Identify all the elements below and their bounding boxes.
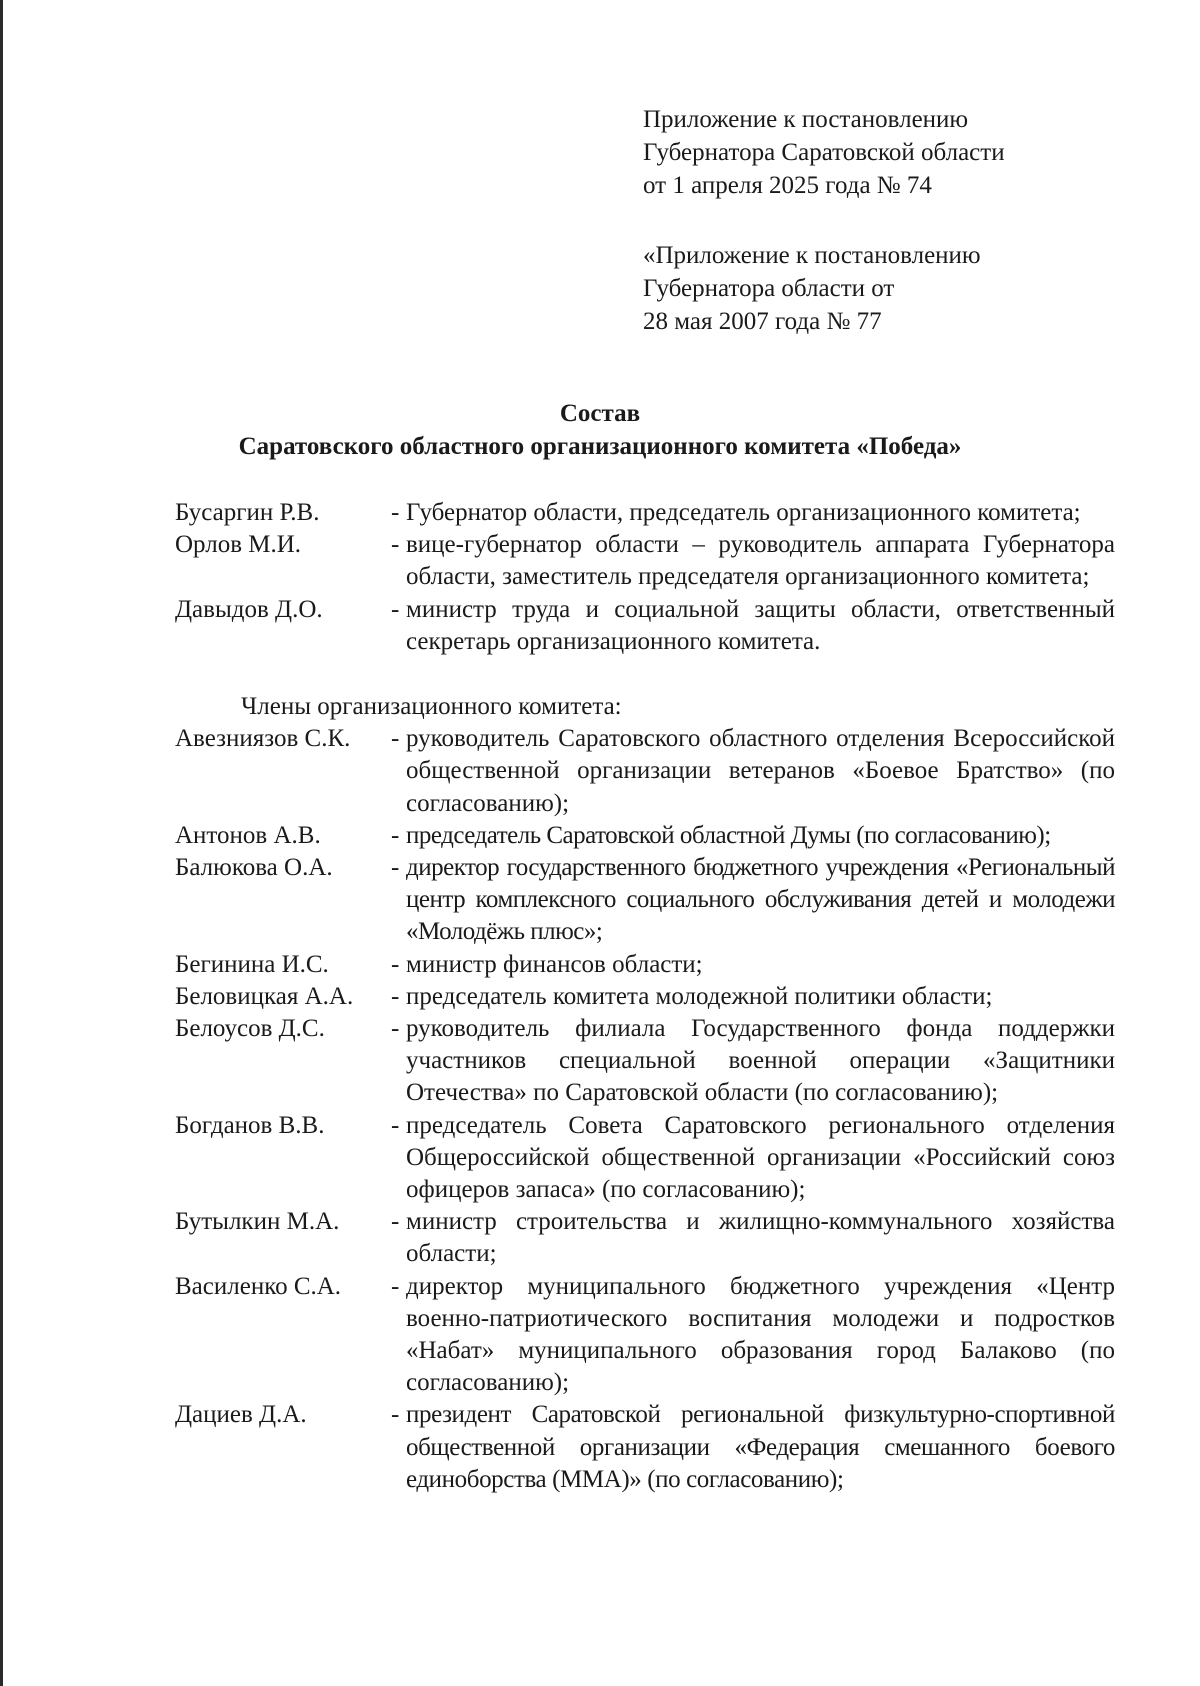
dash: -: [391, 1015, 400, 1043]
header-line: Губернатора области от: [643, 275, 895, 302]
members-heading: Члены организационного комитета:: [241, 693, 622, 721]
member-role: председатель комитета молодежной политики области;: [406, 982, 993, 1010]
member-role: руководитель филиала Государственного фонда поддержки участников специальной военной операции «Защитники Отечества» по Саратовской области (по согласованию);: [406, 1015, 1115, 1107]
member-name: Балюкова О.А.: [175, 854, 333, 882]
member-row: [175, 820, 1115, 852]
member-role: директор муниципального бюджетного учреждения «Центр военно-патриотического воспитания молодежи и подростков «Набат» муниципального образования город Балаково (по согласованию);: [406, 1272, 1115, 1397]
member-name: Бегинина И.С.: [175, 950, 329, 978]
member-row: [175, 981, 1115, 1013]
member-name: Дациев Д.А.: [175, 1401, 307, 1429]
member-name: Антонов А.В.: [175, 821, 321, 849]
member-role: председатель Саратовской областной Думы (по согласованию);: [406, 821, 1051, 849]
header-line: «Приложение к постановлению: [643, 242, 981, 269]
member-role: президент Саратовской региональной физкультурно-спортивной общественной организации «Федерация смешанного боевого единоборства (ММА)» (по согласованию);: [406, 1401, 1115, 1493]
member-name: Авезниязов С.К.: [175, 725, 351, 753]
header-line: Приложение к постановлению: [643, 106, 969, 133]
approval-header: [643, 103, 1005, 338]
member-row: [175, 1013, 1115, 1110]
member-name: Богданов В.В.: [175, 1111, 325, 1139]
member-role: председатель Совета Саратовского регионального отделения Общероссийской общественной организации «Российский союз офицеров запаса» (по согласованию);: [406, 1111, 1115, 1204]
dash: -: [391, 982, 400, 1010]
dash: -: [391, 1111, 400, 1139]
committee-list: [175, 497, 1115, 1496]
dash: -: [391, 854, 400, 882]
title-line-2: Саратовского областного организационного комитета «Победа»: [238, 433, 962, 460]
dash: -: [391, 725, 400, 753]
member-role: министр строительства и жилищно-коммунального хозяйства области;: [406, 1208, 1115, 1268]
member-row: [175, 1110, 1115, 1207]
scan-edge: [0, 0, 3, 1686]
member-name: Орлов М.И.: [175, 531, 302, 559]
member-role: руководитель Саратовского областного отделения Всероссийской общественной организации ветеранов «Боевое Братство» (по согласованию);: [406, 725, 1115, 817]
dash: -: [391, 531, 400, 559]
dash: -: [391, 499, 400, 526]
title-line-1: Состав: [559, 400, 641, 427]
member-role: министр труда и социальной защиты области, ответственный секретарь организационного комитета.: [406, 595, 1115, 655]
member-name: Беловицкая А.А.: [175, 982, 354, 1010]
leadership-row: [175, 529, 1115, 593]
member-role: Губернатор области, председатель организационного комитета;: [406, 499, 1081, 526]
dash: -: [391, 821, 400, 849]
header-line: Губернатора Саратовской области: [643, 139, 1005, 166]
dash: -: [391, 1208, 400, 1236]
member-row: [175, 852, 1115, 949]
member-name: Бутылкин М.А.: [175, 1208, 340, 1236]
header-line: от 1 апреля 2025 года № 74: [643, 172, 932, 199]
member-row: [175, 1206, 1115, 1270]
member-name: Бусаргин Р.В.: [175, 499, 320, 526]
dash: -: [391, 1272, 400, 1300]
leadership-row: [175, 497, 1115, 529]
member-name: Белоусов Д.С.: [175, 1015, 325, 1043]
member-row: [175, 1271, 1115, 1400]
member-role: вице-губернатор области – руководитель аппарата Губернатора области, заместитель председателя организационного комитета;: [406, 531, 1115, 591]
dash: -: [391, 1401, 400, 1429]
member-role: министр финансов области;: [406, 950, 703, 978]
member-role: директор государственного бюджетного учреждения «Региональный центр комплексного социального обслуживания детей и молодежи «Молодёжь плюс»;: [406, 854, 1115, 946]
member-name: Давыдов Д.О.: [175, 595, 323, 623]
dash: -: [391, 950, 400, 978]
member-row: [175, 723, 1115, 820]
member-row: [175, 949, 1115, 981]
leadership-row: [175, 594, 1115, 658]
header-line: 28 мая 2007 года № 77: [643, 308, 882, 335]
dash: -: [391, 595, 400, 623]
member-name: Василенко С.А.: [175, 1272, 342, 1300]
member-row: [175, 1399, 1115, 1496]
document-title: [0, 397, 1200, 463]
